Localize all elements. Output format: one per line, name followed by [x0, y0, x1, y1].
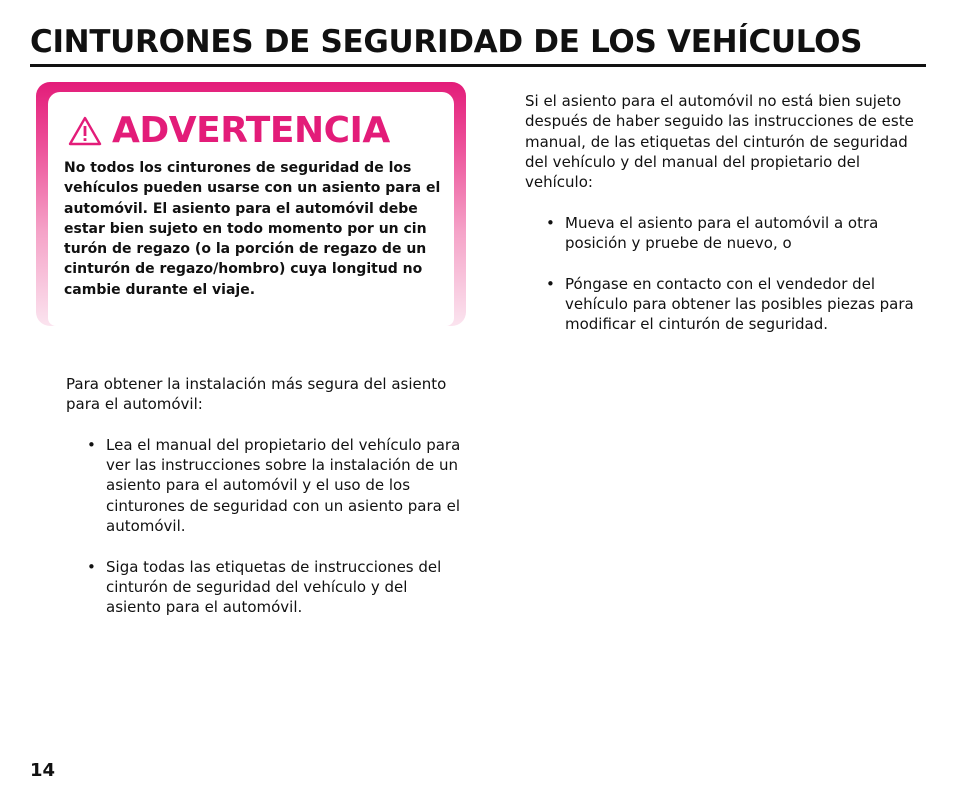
- list-item-text: Mueva el asiento para el automóvil a otra posición y pruebe de nuevo, o: [565, 213, 879, 253]
- list-item: [86, 557, 466, 618]
- right-intro: Si el asiento para el automóvil no está bien sujeto después de haber seguido las instrucciones de este manual, de las etiquetas del cinturón de seguridad del vehículo y del manual del propietario del vehículo:: [525, 92, 914, 192]
- warning-triangle-icon: [68, 116, 102, 146]
- left-column: [66, 374, 466, 618]
- page-number: 14: [30, 760, 56, 781]
- bullet-glyph: •: [546, 274, 555, 293]
- warning-title: ADVERTENCIA: [112, 110, 390, 151]
- bullet-glyph: •: [546, 213, 555, 232]
- list-item: [545, 213, 917, 254]
- warning-header: [68, 106, 390, 156]
- page-title: CINTURONES DE SEGURIDAD DE LOS VEHÍCULOS: [30, 24, 863, 60]
- list-item: [86, 435, 466, 536]
- list-item-text: Póngase en contacto con el vendedor del vehículo para obtener las posibles piezas para modificar el cinturón de seguridad.: [565, 274, 914, 334]
- right-bullet-list: [545, 213, 917, 335]
- list-item: [545, 274, 917, 335]
- list-item-text: Lea el manual del propietario del vehículo para ver las instrucciones sobre la instalación de un asiento para el automóvil y el uso de los cinturones de seguridad con un asiento para el automóvil.: [106, 435, 461, 536]
- right-column: [525, 91, 917, 335]
- bullet-glyph: •: [87, 557, 96, 576]
- bullet-glyph: •: [87, 435, 96, 454]
- list-item-text: Siga todas las etiquetas de instrucciones del cinturón de seguridad del vehículo y del asiento para el automóvil.: [106, 557, 442, 617]
- warning-text: No todos los cinturones de seguridad de los vehículos pueden usarse con un asiento para el automóvil. El asiento para el automóvil debe estar bien sujeto en todo momento por un cin turón de regazo (o la porción de regazo de un cinturón de regazo/hombro) cuya longitud no cambie durante el viaje.: [64, 160, 441, 298]
- left-bullet-list: [86, 435, 466, 618]
- left-intro: Para obtener la instalación más segura del asiento para el automóvil:: [66, 375, 447, 414]
- warning-box: [36, 82, 466, 326]
- warning-inner: [48, 92, 454, 326]
- title-rule: [30, 64, 926, 67]
